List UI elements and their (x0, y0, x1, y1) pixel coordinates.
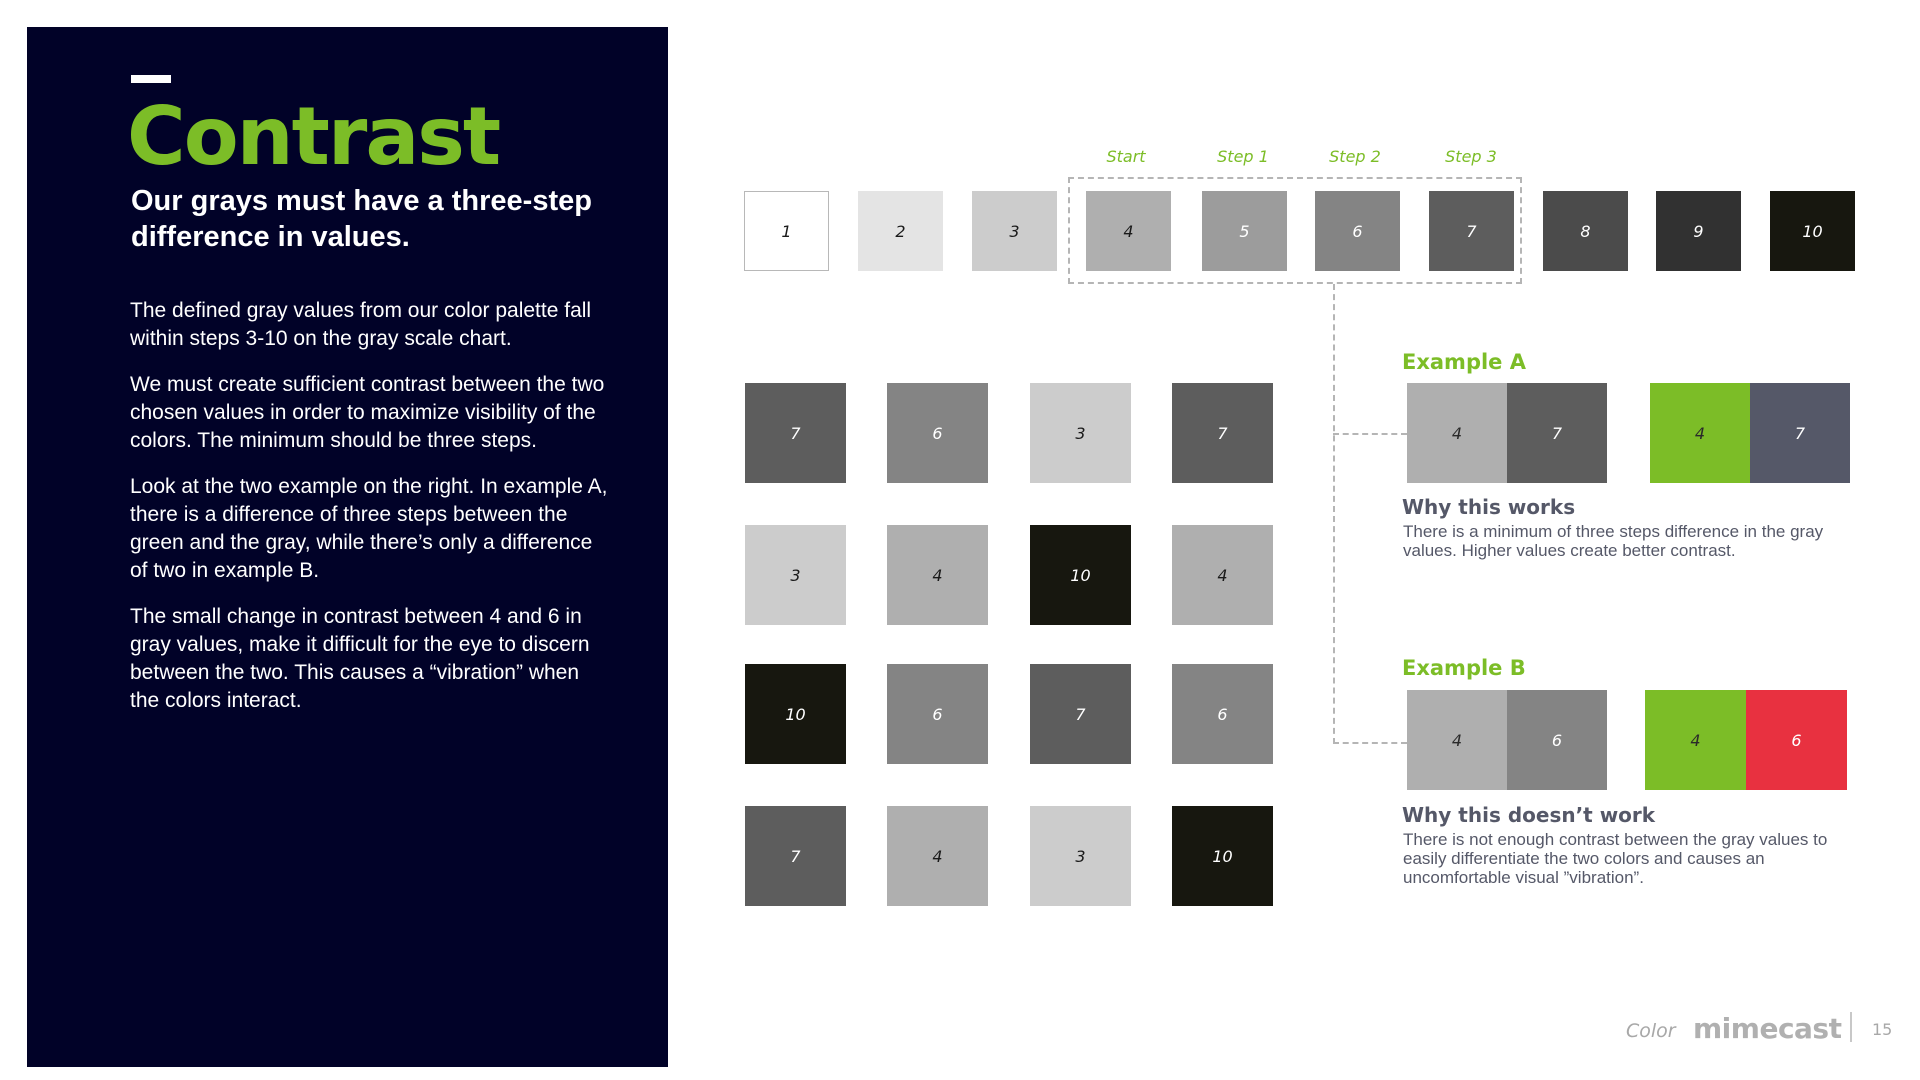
grid-swatch-r2-c3 (1030, 525, 1131, 625)
gray-step-10 (1770, 191, 1855, 271)
grid-swatch-label: 7 (790, 423, 801, 443)
gray-step-label: 10 (1802, 221, 1823, 241)
example-a-gray-swatch-2 (1507, 383, 1607, 483)
grid-swatch-r1-c1 (745, 383, 846, 483)
step-label-step-3: Step 3 (1445, 147, 1497, 166)
grid-swatch-label: 6 (932, 704, 943, 724)
paragraph-4: The small change in contrast between 4 and 6 in gray values, make it difficult for the eye to discern between the two. This causes a “vibration” when the colors interact. (130, 605, 590, 712)
grid-swatch-r1-c4 (1172, 383, 1273, 483)
grid-swatch-r2-c4 (1172, 525, 1273, 625)
page-subtitle: Our grays must have a three-step difference in values. (131, 185, 592, 253)
grid-swatch-r4-c1 (745, 806, 846, 906)
grid-swatch-label: 6 (1217, 704, 1228, 724)
example-b-heading: Example B (1402, 656, 1526, 680)
step-label-step-2: Step 2 (1329, 147, 1381, 166)
grid-swatch-label: 4 (932, 846, 943, 866)
connector-to-example-a (1333, 433, 1407, 435)
grid-swatch-r1-c2 (887, 383, 988, 483)
grid-swatch-r4-c2 (887, 806, 988, 906)
body-text (130, 297, 610, 733)
gray-step-label: 6 (1352, 221, 1363, 241)
example-b-why-text: There is not enough contrast between the gray values to easily differentiate the two colors and causes an uncomfortable visual ”vibration”. (1403, 830, 1828, 887)
grid-swatch-label: 10 (1070, 565, 1091, 585)
example-a-why-heading: Why this works (1402, 495, 1576, 519)
grid-swatch-r1-c3 (1030, 383, 1131, 483)
page-number: 15 (1872, 1020, 1893, 1039)
grid-swatch-label: 7 (1217, 423, 1228, 443)
footer-section-label: Color (1626, 1020, 1676, 1042)
grid-swatch-label: 3 (1075, 423, 1086, 443)
grid-swatch-r2-c2 (887, 525, 988, 625)
swatch-label: 4 (1451, 423, 1463, 443)
grid-swatch-label: 10 (785, 704, 806, 724)
example-b-gray-swatch-1 (1407, 690, 1507, 790)
grid-swatch-r4-c4 (1172, 806, 1273, 906)
grid-swatch-r3-c4 (1172, 664, 1273, 764)
grid-swatch-r3-c2 (887, 664, 988, 764)
page-title: Contrast (127, 90, 500, 183)
grid-swatch-r2-c1 (745, 525, 846, 625)
gray-step-3 (972, 191, 1057, 271)
swatch-label: 4 (1690, 730, 1701, 750)
example-b-why-heading: Why this doesn’t work (1402, 803, 1656, 827)
gray-step-label: 3 (1009, 221, 1020, 241)
step-label-step-1: Step 1 (1217, 147, 1269, 166)
grid-swatch-label: 4 (932, 565, 943, 585)
paragraph-2: We must create sufficient contrast between the two chosen values in order to maximize visibility of the colors. The minimum should be three steps. (130, 373, 605, 452)
swatch-label: 6 (1551, 730, 1563, 750)
example-a-gray-swatch-1 (1407, 383, 1507, 483)
grid-swatch-r3-c3 (1030, 664, 1131, 764)
swatch-label: 4 (1451, 730, 1463, 750)
grid-swatch-label: 3 (790, 565, 801, 585)
swatch-label: 7 (1794, 423, 1806, 443)
gray-step-2 (858, 191, 943, 271)
example-a-heading: Example A (1402, 350, 1526, 374)
example-a-color-swatch-2 (1750, 383, 1850, 483)
grid-swatch-label: 6 (932, 423, 943, 443)
gray-step-1 (744, 191, 829, 271)
grid-swatch-r4-c3 (1030, 806, 1131, 906)
gray-step-label: 5 (1239, 221, 1250, 241)
swatch-label: 4 (1694, 423, 1706, 443)
connector-vertical (1333, 284, 1335, 744)
connector-to-example-b (1333, 742, 1407, 744)
footer-divider (1850, 1012, 1852, 1042)
paragraph-3: Look at the two example on the right. In example A, there is a difference of three steps between the green and the gray, while there’s only a difference of two in example B. (130, 475, 608, 582)
grid-swatch-label: 7 (790, 846, 801, 866)
example-b-gray-swatch-2 (1507, 690, 1607, 790)
swatch-label: 7 (1551, 423, 1563, 443)
grid-swatch-label: 4 (1217, 565, 1228, 585)
gray-step-9 (1656, 191, 1741, 271)
gray-step-label: 1 (781, 221, 792, 241)
gray-step-label: 4 (1123, 221, 1134, 241)
grid-swatch-r3-c1 (745, 664, 846, 764)
mimecast-logo: mimecast (1693, 1012, 1842, 1045)
swatch-label: 6 (1791, 730, 1802, 750)
gray-step-label: 8 (1580, 221, 1591, 241)
step-label-start: Start (1106, 147, 1146, 166)
grid-swatch-label: 10 (1212, 846, 1233, 866)
grid-swatch-label: 7 (1075, 704, 1086, 724)
gray-step-label: 2 (895, 221, 906, 241)
gray-step-4 (1086, 191, 1171, 271)
gray-step-6 (1315, 191, 1400, 271)
grid-swatch-label: 3 (1075, 846, 1086, 866)
gray-step-5 (1202, 191, 1287, 271)
gray-step-label: 7 (1466, 221, 1477, 241)
gray-step-7 (1429, 191, 1514, 271)
example-a-color-swatch-1 (1650, 383, 1750, 483)
example-b-color-swatch-2 (1746, 690, 1847, 790)
accent-bar (131, 75, 171, 83)
example-a-why-text: There is a minimum of three steps difference in the gray values. Higher values create better contrast. (1403, 522, 1824, 560)
gray-step-8 (1543, 191, 1628, 271)
left-panel (27, 27, 668, 1067)
gray-step-label: 9 (1693, 221, 1704, 241)
example-b-color-swatch-1 (1645, 690, 1746, 790)
paragraph-1: The defined gray values from our color palette fall within steps 3-10 on the gray scale chart. (130, 299, 592, 350)
